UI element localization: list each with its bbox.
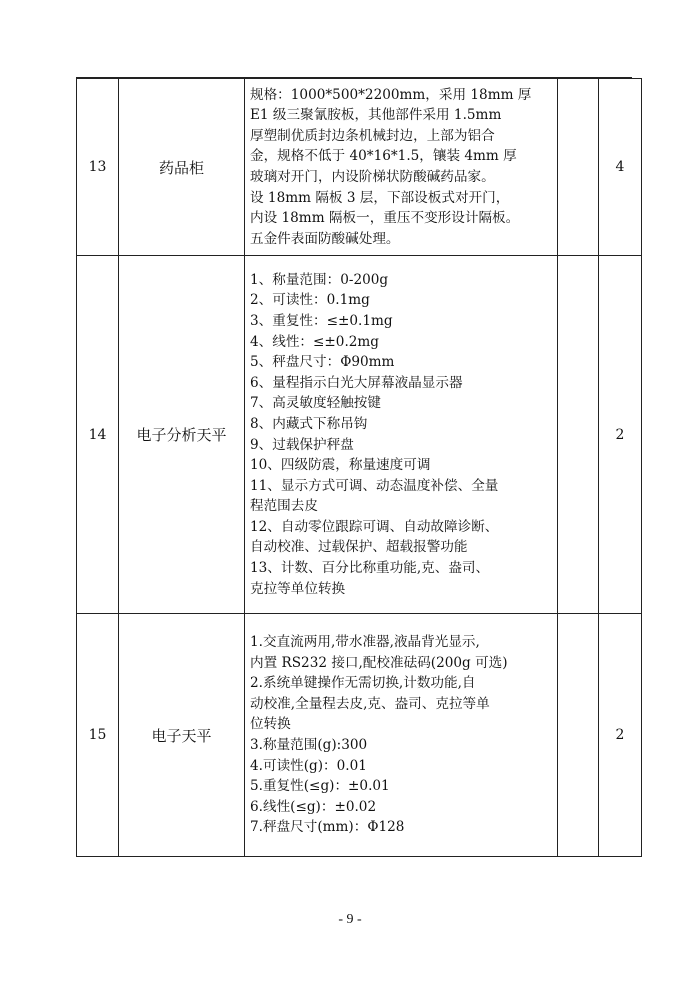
spec-line: 7.秤盘尺寸(mm)：Φ128 (250, 819, 405, 836)
spec-cell (245, 256, 558, 614)
table-row (77, 256, 642, 614)
spec-line: 程范围去皮 (250, 498, 318, 515)
table-row (77, 79, 642, 256)
spec-line: 1.交直流两用,带水准器,液晶背光显示, (250, 634, 480, 651)
item-name: 药品柜 (119, 79, 245, 256)
spec-line: 克拉等单位转换 (250, 580, 346, 597)
quantity: 2 (599, 614, 642, 857)
spec-line: 1、称量范围：0-200g (250, 271, 389, 288)
spec-line: 4.可读性(g)：0.01 (250, 757, 367, 774)
row-number: 13 (77, 79, 119, 256)
quantity: 2 (599, 256, 642, 614)
spec-line: 7、高灵敏度轻触按键 (250, 395, 381, 412)
spec-line: 位转换 (250, 716, 291, 733)
spec-cell (245, 614, 558, 857)
item-name: 电子分析天平 (119, 256, 245, 614)
spec-line: 5.重复性(≤g)：±0.01 (250, 778, 390, 795)
blank-cell (558, 256, 599, 614)
item-name: 电子天平 (119, 614, 245, 857)
spec-cell (245, 79, 558, 256)
row-number: 15 (77, 614, 119, 857)
blank-cell (558, 614, 599, 857)
spec-line: 6.线性(≤g)：±0.02 (250, 798, 377, 815)
spec-line: 9、过载保护秤盘 (250, 436, 354, 453)
spec-line: 13、计数、百分比称重功能,克、盎司、 (250, 560, 490, 577)
spec-line: E1 级三聚氰胺板，其他部件采用 1.5mm (250, 107, 502, 124)
spec-line: 11、显示方式可调、动态温度补偿、全量 (250, 477, 499, 494)
page-number: - 9 - (338, 912, 362, 927)
spec-line: 设 18mm 隔板 3 层，下部设板式对开门， (250, 189, 510, 206)
spec-line: 3、重复性：≤±0.1mg (250, 312, 393, 329)
spec-line: 厚塑制优质封边条机械封边，上部为铝合 (250, 127, 495, 144)
spec-line: 金，规格不低于 40*16*1.5，镶装 4mm 厚 (250, 148, 517, 165)
spec-line: 6、量程指示白光大屏幕液晶显示器 (250, 374, 463, 391)
spec-line: 规格：1000*500*2200mm，采用 18mm 厚 (250, 86, 532, 103)
spec-line: 12、自动零位跟踪可调、自动故障诊断、 (250, 518, 499, 535)
table-row (77, 614, 642, 857)
spec-line: 8、内藏式下称吊钩 (250, 415, 368, 432)
spec-line: 动校准,全量程去皮,克、盎司、克拉等单 (250, 695, 490, 712)
spec-line: 5、秤盘尺寸：Φ90mm (250, 354, 395, 371)
spec-line: 3.称量范围(g):300 (250, 737, 368, 753)
spec-line: 五金件表面防酸碱处理。 (250, 230, 400, 247)
spec-line: 4、线性：≤±0.2mg (250, 333, 380, 350)
spec-line: 2、可读性：0.1mg (250, 292, 370, 309)
spec-line: 内置 RS232 接口,配校准砝码(200g 可选) (250, 654, 508, 671)
spec-line: 玻璃对开门，内设阶梯状防酸碱药品家。 (250, 169, 495, 185)
row-number: 14 (77, 256, 119, 614)
quantity: 4 (599, 79, 642, 256)
blank-cell (558, 79, 599, 256)
spec-line: 2.系统单键操作无需切换,计数功能,自 (250, 675, 476, 692)
spec-line: 10、四级防震，称量速度可调 (250, 457, 431, 474)
spec-line: 自动校准、过载保护、超载报警功能 (250, 539, 468, 556)
equipment-spec-table (76, 78, 642, 857)
spec-line: 内设 18mm 隔板一，重压不变形设计隔板。 (250, 210, 520, 227)
